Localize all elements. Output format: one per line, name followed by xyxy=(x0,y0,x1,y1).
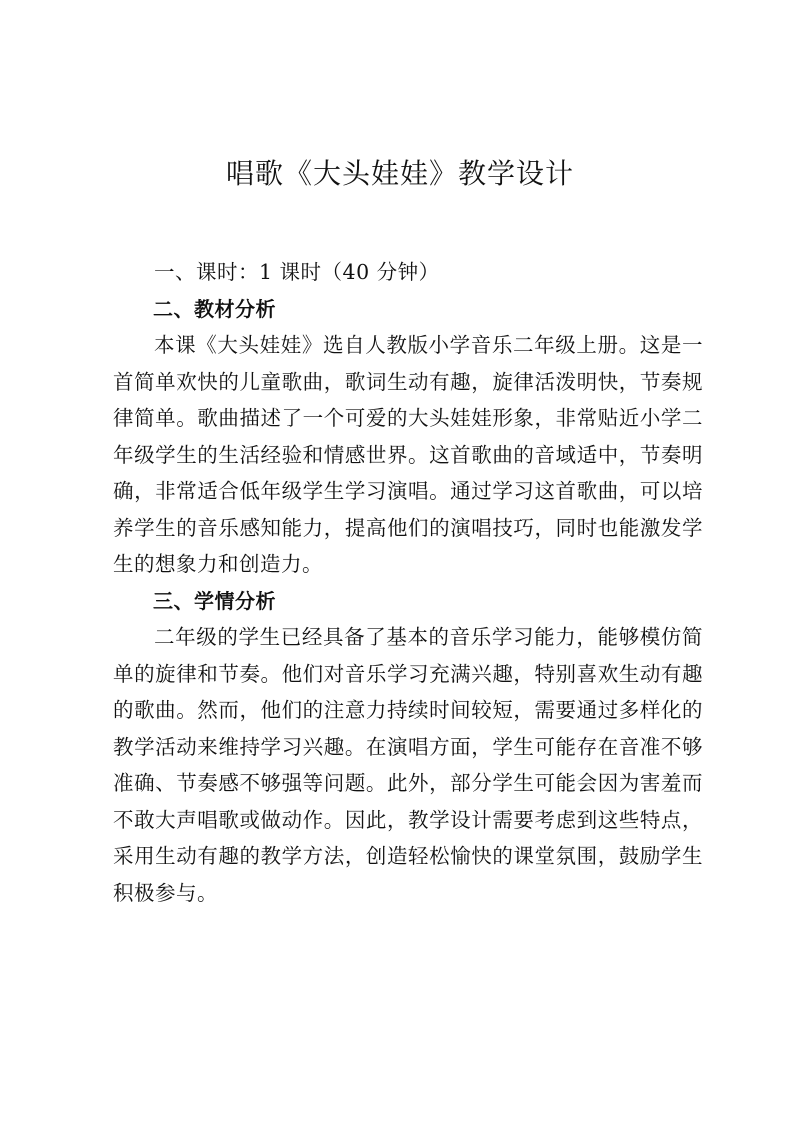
document-title: 唱歌《大头娃娃》教学设计 xyxy=(225,157,574,190)
section-heading-textbook-analysis: 二、教材分析 xyxy=(153,296,276,321)
document-body xyxy=(113,254,703,911)
section-body-student-analysis: 二年级的学生已经具备了基本的音乐学习能力，能够模仿简单的旋律和节奏。他们对音乐学习充满兴趣，特别喜欢生动有趣的歌曲。然而，他们的注意力持续时间较短，需要通过多样化的教学活动来维持学习兴趣。在演唱方面，学生可能存在音准不够准确、节奏感不够强等问题。此外，部分学生可能会因为害羞而不敢大声唱歌或做动作。因此，教学设计需要考虑到这些特点，采用生动有趣的教学方法，创造轻松愉快的课堂氛围，鼓励学生积极参与。 xyxy=(113,625,703,905)
section-body-textbook-analysis: 本课《大头娃娃》选自人教版小学音乐二年级上册。这是一首简单欢快的儿童歌曲，歌词生动有趣，旋律活泼明快，节奏规律简单。歌曲描述了一个可爱的大头娃娃形象，非常贴近小学二年级学生的生活经验和情感世界。这首歌曲的音域适中，节奏明确，非常适合低年级学生学习演唱。通过学习这首歌曲，可以培养学生的音乐感知能力，提高他们的演唱技巧，同时也能激发学生的想象力和创造力。 xyxy=(113,333,703,576)
section-heading-student-analysis: 三、学情分析 xyxy=(153,588,276,613)
lesson-time: 一、课时：1 课时（40 分钟） xyxy=(154,260,440,284)
